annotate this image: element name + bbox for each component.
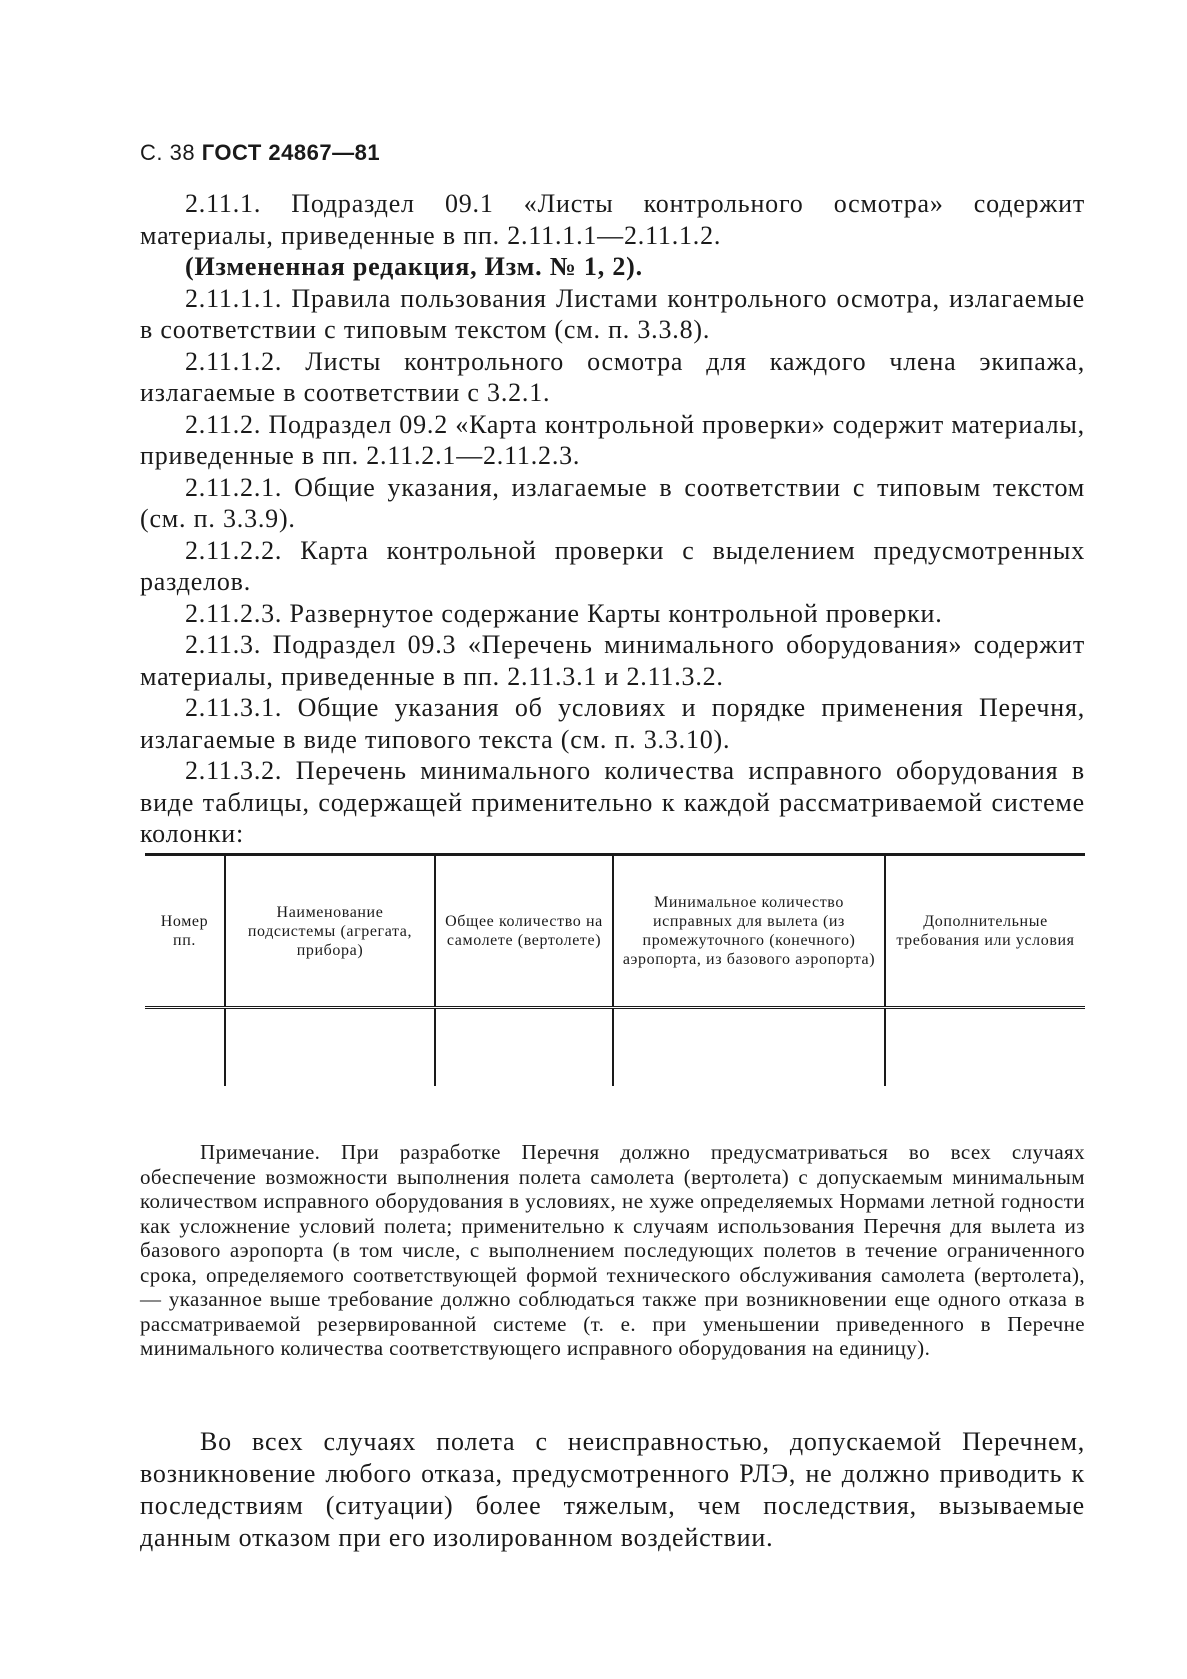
table-cell xyxy=(435,1008,613,1087)
table-row xyxy=(145,1008,1085,1087)
paragraph-2-11-1: 2.11.1. Подраздел 09.1 «Листы контрольного осмотра» содержит материалы, приведенные в пп. 2.11.1.1—2.11.1.2. xyxy=(140,189,1085,250)
amendment-note: (Измененная редакция, Изм. № 1, 2). xyxy=(185,252,643,281)
paragraph-2-11-3-2: 2.11.3.2. Перечень минимального количества исправного оборудования в виде таблицы, содержащей применительно к каждой рассматриваемой системе колонки: xyxy=(140,756,1085,848)
paragraph-2-11-2: 2.11.2. Подраздел 09.2 «Карта контрольной проверки» содержит материалы, приведенные в пп. 2.11.2.1—2.11.2.3. xyxy=(140,409,1085,470)
table-cell xyxy=(885,1008,1085,1087)
table-cell xyxy=(145,1008,225,1087)
note-label: Примечание. xyxy=(200,1140,321,1164)
paragraph-2-11-2-1: 2.11.2.1. Общие указания, излагаемые в соответствии с типовым текстом (см. п. 3.3.9). xyxy=(140,472,1085,533)
page-number-label: С. 38 xyxy=(140,140,196,165)
note-block xyxy=(140,1140,1085,1361)
page-header xyxy=(140,140,380,166)
table-header-row xyxy=(145,855,1085,1008)
standard-code: ГОСТ 24867—81 xyxy=(201,140,381,165)
body-text xyxy=(140,188,1085,850)
column-header-total-quantity: Общее количество на самолете (вертолете) xyxy=(435,855,613,1008)
column-header-subsystem-name: Наименование подсистемы (агрегата, прибора) xyxy=(225,855,435,1008)
paragraph-2-11-2-3: 2.11.2.3. Развернутое содержание Карты контрольной проверки. xyxy=(185,598,943,628)
paragraph-2-11-3: 2.11.3. Подраздел 09.3 «Перечень минимального оборудования» содержит материалы, приведенные в пп. 2.11.3.1 и 2.11.3.2. xyxy=(140,630,1085,691)
table-cell xyxy=(613,1008,885,1087)
equipment-columns-table xyxy=(145,853,1085,1086)
paragraph-2-11-3-1: 2.11.3.1. Общие указания об условиях и порядке применения Перечня, излагаемые в виде типового текста (см. п. 3.3.10). xyxy=(140,693,1085,754)
note-text: При разработке Перечня должно предусматриваться во всех случаях обеспечение возможности выполнения полета самолета (вертолета) с допускаемым минимальным количеством исправного оборудования в условиях, не хуже определяемых Нормами летной годности как усложнение условий полета; применительно к случаям использования Перечня для вылета из базового аэропорта (в том числе, с выполнением последующих полетов в течение ограниченного срока, определяемого соответствующей формой технического обслуживания самолета (вертолета), — указанное выше требование должно соблюдаться также при возникновении еще одного отказа в рассматриваемой резервированной системе (т. е. при уменьшении приведенного в Перечне минимального количества соответствующего исправного оборудования на единицу). xyxy=(140,1140,1085,1360)
column-header-number: Номер пп. xyxy=(145,855,225,1008)
column-header-additional-requirements: Дополнительные требования или условия xyxy=(885,855,1085,1008)
table-cell xyxy=(225,1008,435,1087)
closing-paragraph: Во всех случаях полета с неисправностью, допускаемой Перечнем, возникновение любого отказа, предусмотренного РЛЭ, не должно приводить к последствиям (ситуации) более тяжелым, чем последствия, вызываемые данным отказом при его изолированном воздействии. xyxy=(140,1427,1085,1552)
paragraph-2-11-1-1: 2.11.1.1. Правила пользования Листами контрольного осмотра, излагаемые в соответствии с типовым текстом (см. п. 3.3.8). xyxy=(140,283,1085,344)
column-header-minimum-quantity: Минимальное количество исправных для вылета (из промежуточного (конечного) аэропорта, из базового аэропорта) xyxy=(613,855,885,1008)
paragraph-2-11-2-2: 2.11.2.2. Карта контрольной проверки с выделением предусмотренных разделов. xyxy=(140,535,1085,596)
paragraph-2-11-1-2: 2.11.1.2. Листы контрольного осмотра для каждого члена экипажа, излагаемые в соответствии с 3.2.1. xyxy=(140,346,1085,407)
